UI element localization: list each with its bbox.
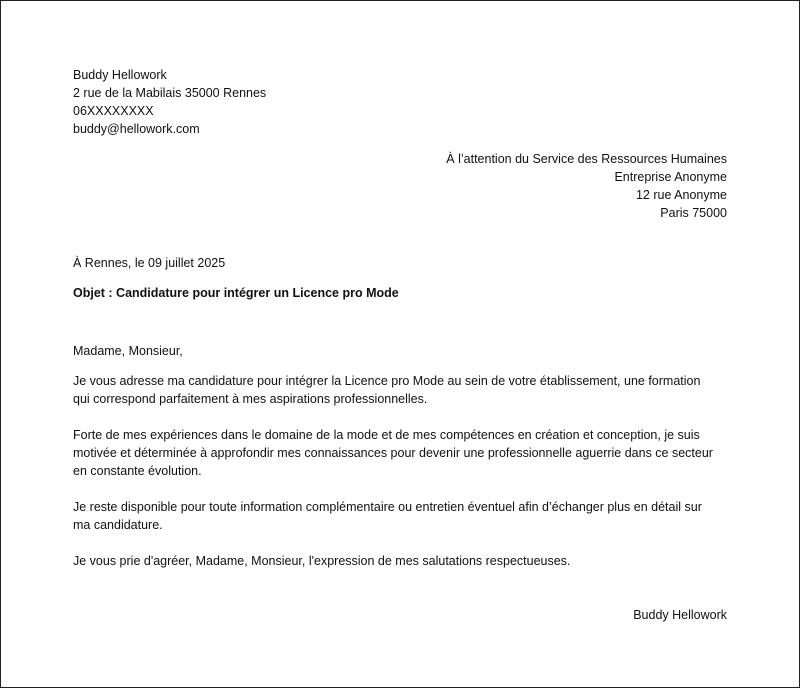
signature: Buddy Hellowork [633, 608, 727, 622]
body-paragraph-1-line-2: qui correspond parfaitement à mes aspirations professionnelles. [73, 392, 428, 406]
body-paragraph-1-line-1: Je vous adresse ma candidature pour intégrer la Licence pro Mode au sein de votre établissement, une formation [73, 374, 701, 388]
sender-address: 2 rue de la Mabilais 35000 Rennes [73, 86, 267, 100]
body-paragraph-2-line-2: motivée et déterminée à approfondir mes connaissances pour devenir une professionnelle aguerrie dans ce secteur [73, 446, 713, 460]
recipient-company: Entreprise Anonyme [614, 170, 727, 184]
body-paragraph-3-line-1: Je reste disponible pour toute information complémentaire ou entretien éventuel afin d’échanger plus en détail sur [73, 500, 702, 514]
sender-phone: 06XXXXXXXX [73, 104, 154, 118]
body-paragraph-2-line-1: Forte de mes expériences dans le domaine de la mode et de mes compétences en création et conception, je suis [73, 428, 700, 442]
closing-formula: Je vous prie d'agréer, Madame, Monsieur, l'expression de mes salutations respectueuses. [73, 554, 571, 568]
recipient-street: 12 rue Anonyme [635, 188, 727, 202]
sender-name: Buddy Hellowork [73, 68, 167, 82]
recipient-attention: À l’attention du Service des Ressources Humaines [446, 152, 727, 166]
recipient-city: Paris 75000 [660, 206, 727, 220]
sender-email: buddy@hellowork.com [73, 122, 200, 136]
greeting: Madame, Monsieur, [73, 344, 183, 358]
body-paragraph-3-line-2: ma candidature. [73, 518, 163, 532]
subject-line: Objet : Candidature pour intégrer un Licence pro Mode [73, 286, 399, 300]
date-line: À Rennes, le 09 juillet 2025 [73, 256, 226, 270]
body-paragraph-2-line-3: en constante évolution. [73, 464, 202, 478]
